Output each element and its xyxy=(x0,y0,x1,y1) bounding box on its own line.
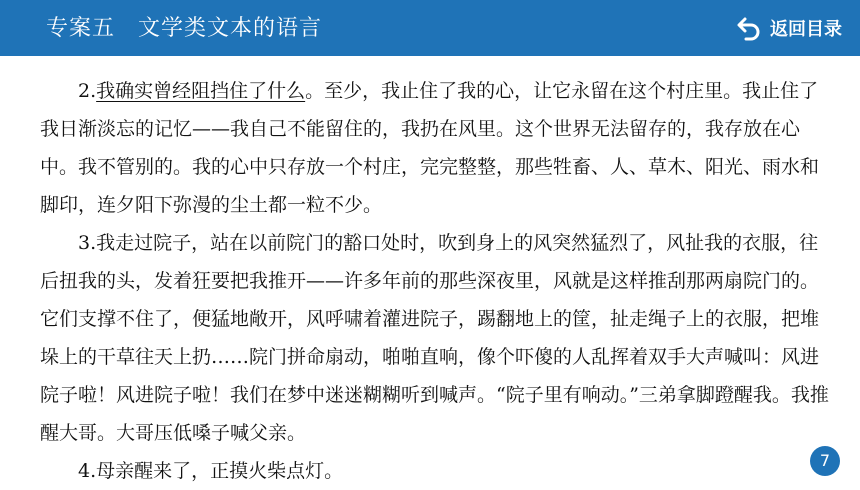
header-bar xyxy=(0,0,860,56)
paragraph-body: 。至少，我止住了我的心，让它永留在这个村庄里。我止住了我日渐淡忘的记忆——我自己不能留住的，我扔在风里。这个世界无法留存的，我存放在心中。我不管别的。我的心中只存放一个村庄，完完整整，那些牲畜、人、草木、阳光、雨水和脚印，连夕阳下弥漫的尘土都一粒不少。 xyxy=(40,80,820,216)
paragraph-4 xyxy=(40,452,830,490)
paragraph-2 xyxy=(40,72,830,224)
underlined-sentence: 我确实曾经阻挡住了什么 xyxy=(96,80,306,102)
paragraph-body: 母亲醒来了，正摸火柴点灯。 xyxy=(96,460,344,482)
paragraph-number: 2. xyxy=(78,80,97,102)
back-to-contents-button[interactable] xyxy=(736,12,842,44)
passage-text xyxy=(40,72,830,490)
paragraph-body: 我走过院子，站在以前院门的豁口处时，吹到身上的风突然猛烈了，风扯我的衣服，往后扭我的头，发着狂要把我推开——许多年前的那些深夜里，风就是这样推刮那两扇院门的。它们支撑不住了，便猛地敞开，风呼啸着灌进院子，踢翻地上的筐，扯走绳子上的衣服，把堆垛上的干草往天上扔……院门拼命扇动，啪啪直响，像个吓傻的人乱挥着双手大声喊叫：风进院子啦！风进院子啦！我们在梦中迷迷糊糊听到喊声。“院子里有响动。”三弟拿脚蹬醒我。我推醒大哥。大哥压低嗓子喊父亲。 xyxy=(40,232,829,444)
section-title: 专案五 文学类文本的语言 xyxy=(40,14,328,44)
paragraph-number: 3. xyxy=(78,232,97,254)
back-to-contents-label: 返回目录 xyxy=(770,19,842,40)
page-number-badge: 7 xyxy=(810,446,840,476)
return-arrow-icon xyxy=(736,15,762,41)
paragraph-number: 4. xyxy=(78,460,97,482)
paragraph-3 xyxy=(40,224,830,452)
